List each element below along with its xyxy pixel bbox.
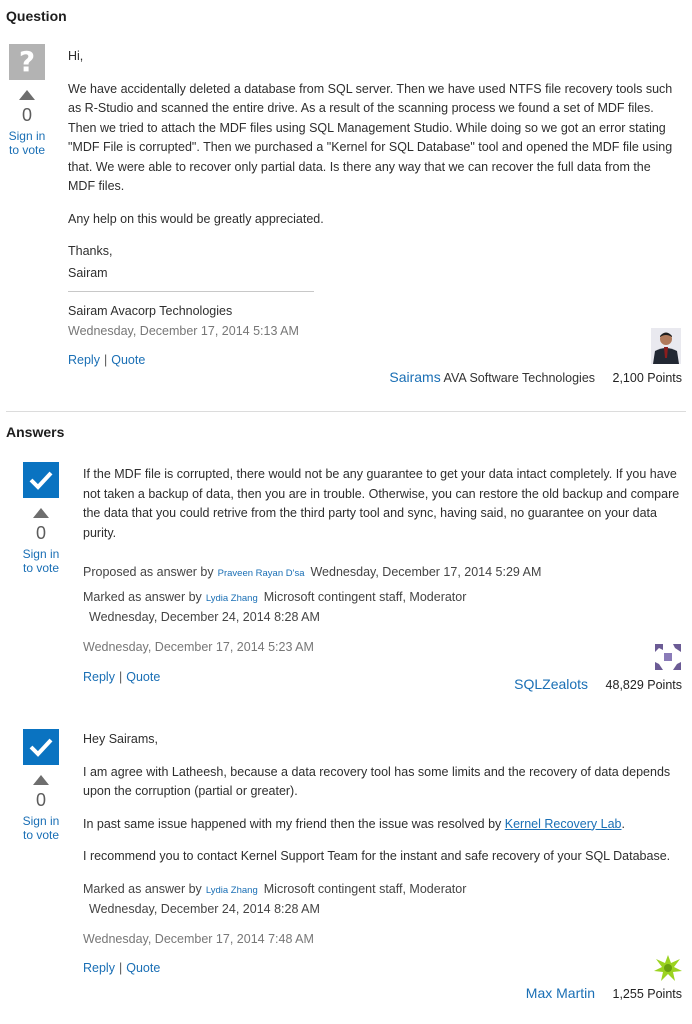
- signature-divider: [68, 291, 314, 292]
- marked-as-answer: Marked as answer by Lydia Zhang Microsoft contingent staff, Moderator Wednesday, December 24, 2014 8:28 AM: [83, 881, 467, 916]
- post-actions: Reply | Quote: [83, 669, 161, 684]
- question-text: We have accidentally deleted a database from SQL server. Then we have used NTFS file recovery tools such as R-Studio and scanned the entire drive. As a result of the scanning process we found a set of MDF files. Then we tried to attach the MDF files using SQL Management Studio. While doing so we got an error stating "MDF File is corrupted". Then we purchased a "Kernel for SQL Database" tool and opened the MDF file using that. We were able to recover only partial data. Is there any way that we can recover the full data from the MDF files.: [68, 81, 673, 193]
- question-author-info: [389, 369, 682, 385]
- answer-text: I recommend you to contact Kernel Support Team for the instant and safe recovery of your SQL Database.: [83, 849, 671, 863]
- question-body: [68, 47, 680, 371]
- sign-in-to-vote-link[interactable]: Sign in to vote: [8, 129, 46, 157]
- answer2-author-info: [526, 985, 682, 1001]
- author-points: 48,829 Points: [605, 678, 682, 692]
- author-name-link[interactable]: Sairams: [389, 369, 441, 385]
- greeting: Hi,: [68, 49, 84, 63]
- quote-link[interactable]: Quote: [111, 353, 146, 367]
- post-timestamp: Wednesday, December 17, 2014 7:48 AM: [83, 931, 314, 946]
- proposer-link[interactable]: Praveen Rayan D'sa: [217, 568, 305, 579]
- proposed-as-answer: Proposed as answer by Praveen Rayan D'sa Wednesday, December 17, 2014 5:29 AM: [83, 565, 542, 579]
- signature: Sairam Avacorp Technologies: [68, 304, 233, 318]
- author-avatar[interactable]: [653, 642, 683, 672]
- answer-text: If the MDF file is corrupted, there would not be any guarantee to get your data intact completely. If you have not taken a backup of data, then you are in trouble. Otherwise, you can restore the old backup and compare the data that you could retrive from the third party tool and sync, having said, no guarantee on your data purity.: [83, 467, 680, 540]
- signoff-name: Sairam: [68, 265, 108, 280]
- post-timestamp: Wednesday, December 17, 2014 5:13 AM: [68, 323, 299, 338]
- post-actions: Reply | Quote: [83, 961, 161, 975]
- accepted-answer-check-icon: [23, 729, 59, 765]
- answer2-vote-panel: [16, 729, 66, 842]
- vote-up-icon[interactable]: [33, 775, 49, 785]
- answer1-author-info: [514, 676, 682, 692]
- quote-link[interactable]: Quote: [126, 669, 161, 684]
- answers-heading: Answers: [6, 424, 65, 440]
- question-vote-panel: [2, 44, 52, 157]
- marked-as-answer: Marked as answer by Lydia Zhang Microsoft contingent staff, Moderator Wednesday, December 24, 2014 8:28 AM: [83, 590, 467, 624]
- vote-up-icon[interactable]: [19, 90, 35, 100]
- answer2-body: [83, 730, 680, 979]
- question-heading: Question: [6, 8, 67, 24]
- sign-in-to-vote-link[interactable]: Sign in to vote: [22, 547, 60, 575]
- vote-count: 0: [35, 790, 46, 810]
- quote-link[interactable]: Quote: [126, 961, 161, 975]
- thanks-text: Thanks,: [68, 244, 113, 258]
- vote-count: 0: [35, 523, 46, 543]
- author-name-link[interactable]: Max Martin: [525, 985, 596, 1001]
- author-name-link[interactable]: SQLZealots: [514, 676, 589, 692]
- post-actions: Reply | Quote: [68, 353, 146, 367]
- author-avatar[interactable]: [653, 953, 683, 983]
- moderator-link[interactable]: Lydia Zhang: [205, 593, 258, 604]
- reply-link[interactable]: Reply: [83, 669, 115, 684]
- author-points: 1,255 Points: [612, 987, 682, 1001]
- sign-in-to-vote-link[interactable]: Sign in to vote: [22, 814, 60, 842]
- vote-up-icon[interactable]: [33, 508, 49, 518]
- answer-text: I am agree with Latheesh, because a data recovery tool has some limits and the recovery of data depends upon the corruption (partial or greater).: [83, 764, 671, 798]
- question-mark-icon: ?: [9, 44, 45, 80]
- author-affiliation: AVA Software Technologies: [443, 371, 596, 385]
- reply-link[interactable]: Reply: [83, 961, 115, 975]
- greeting: Hey Sairams,: [83, 732, 159, 746]
- help-text: Any help on this would be greatly appreciated.: [68, 211, 324, 226]
- accepted-answer-check-icon: [23, 462, 59, 498]
- post-timestamp: Wednesday, December 17, 2014 5:23 AM: [83, 640, 314, 654]
- reply-link[interactable]: Reply: [68, 353, 100, 367]
- section-divider: [6, 411, 686, 412]
- moderator-link[interactable]: Lydia Zhang: [205, 884, 258, 896]
- kernel-recovery-lab-link[interactable]: Kernel Recovery Lab: [504, 816, 622, 831]
- answer1-body: [83, 465, 680, 687]
- answer1-vote-panel: [16, 462, 66, 575]
- vote-count: 0: [21, 105, 32, 125]
- answer-text: In past same issue happened with my friend then the issue was resolved by Kernel Recovery Lab.: [83, 816, 625, 831]
- author-points: 2,100 Points: [612, 371, 682, 385]
- author-avatar[interactable]: [651, 328, 681, 364]
